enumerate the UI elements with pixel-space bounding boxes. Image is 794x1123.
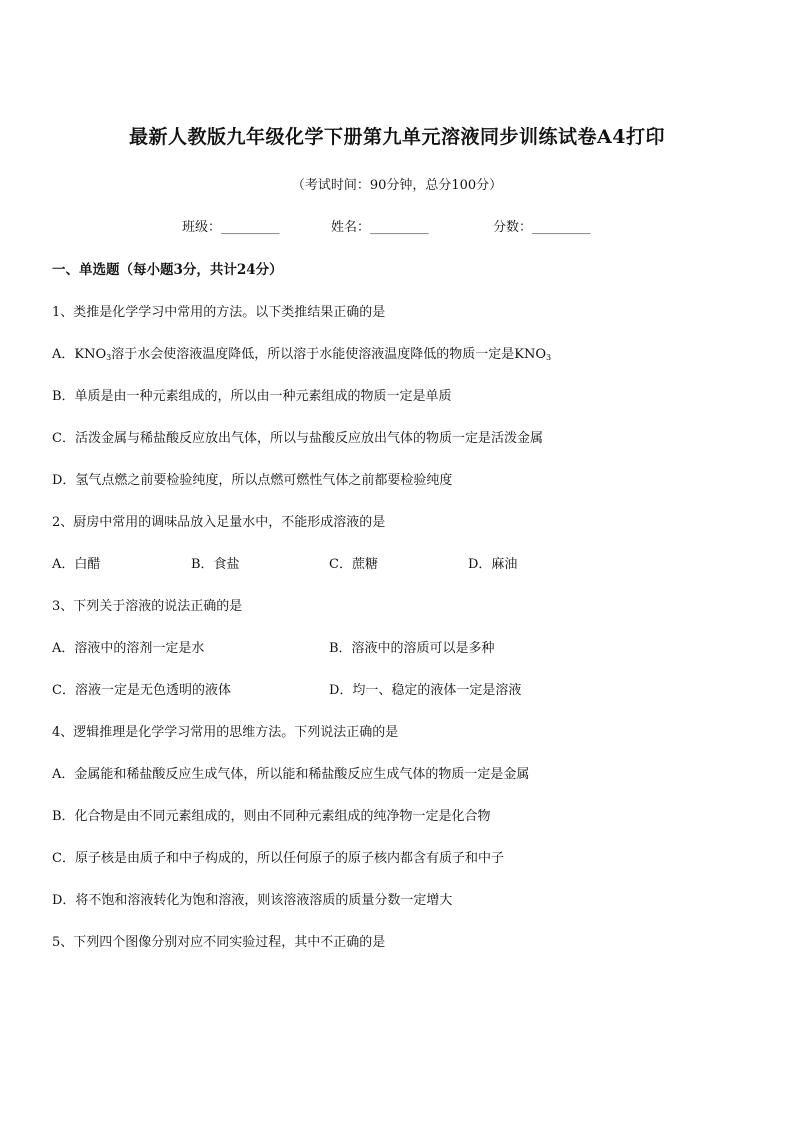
exam-title: 最新人教版九年级化学下册第九单元溶液同步训练试卷A4打印 (129, 126, 665, 148)
question-3-option-b: B．溶液中的溶质可以是多种 (329, 641, 495, 656)
question-4-option-a: A．金属能和稀盐酸反应生成气体，所以能和稀盐酸反应生成气体的物质一定是金属 (52, 767, 530, 782)
name-field: 姓名：_________ (331, 220, 429, 235)
q1-a-subscript-1: 3 (106, 353, 112, 362)
question-1-option-d: D．氢气点燃之前要检验纯度，所以点燃可燃性气体之前都要检验纯度 (52, 473, 453, 488)
question-1-option-a (52, 343, 551, 362)
question-3-option-d: D．均一、稳定的液体一定是溶液 (329, 683, 522, 698)
question-1-option-b: B．单质是由一种元素组成的，所以由一种元素组成的物质一定是单质 (52, 389, 452, 404)
question-4-option-b: B．化合物是由不同元素组成的，则由不同种元素组成的纯净物一定是化合物 (52, 809, 491, 824)
question-4-option-d: D．将不饱和溶液转化为饱和溶液，则该溶液溶质的质量分数一定增大 (52, 893, 453, 908)
question-5-stem: 5、下列四个图像分别对应不同实验过程，其中不正确的是 (52, 935, 386, 950)
question-4-stem: 4、逻辑推理是化学学习常用的思维方法。下列说法正确的是 (52, 725, 399, 740)
section-heading-single-choice: 一、单选题（每小题3分，共计24分） (52, 262, 283, 278)
question-3-stem: 3、下列关于溶液的说法正确的是 (52, 599, 243, 614)
question-3-option-a: A．溶液中的溶剂一定是水 (52, 641, 205, 656)
question-1-option-c: C．活泼金属与稀盐酸反应放出气体，所以与盐酸反应放出气体的物质一定是活泼金属 (52, 431, 543, 446)
question-3-option-c: C．溶液一定是无色透明的液体 (52, 683, 231, 698)
q1-a-subscript-2: 3 (545, 353, 552, 362)
question-1-stem: 1、类推是化学学习中常用的方法。以下类推结果正确的是 (52, 305, 386, 320)
question-2-stem: 2、厨房中常用的调味品放入足量水中，不能形成溶液的是 (52, 515, 386, 530)
class-field: 班级：_________ (182, 220, 280, 235)
exam-time-info: （考试时间：90分钟，总分100分） (291, 178, 503, 193)
question-4-option-c: C．原子核是由质子和中子构成的，所以任何原子的原子核内都含有质子和中子 (52, 851, 504, 866)
question-2-option-a: A．白醋 (52, 557, 101, 572)
q1-a-text-2: 溶于水会使溶液温度降低，所以溶于水能使溶液温度降低的物质一定是KNO (111, 347, 546, 362)
q1-a-text-1: A．KNO (52, 347, 107, 362)
question-2-option-c: C．蔗糖 (329, 557, 378, 572)
question-2-option-b: B．食盐 (191, 557, 240, 572)
question-2-option-d: D．麻油 (468, 557, 518, 572)
score-field: 分数：_________ (493, 220, 591, 235)
